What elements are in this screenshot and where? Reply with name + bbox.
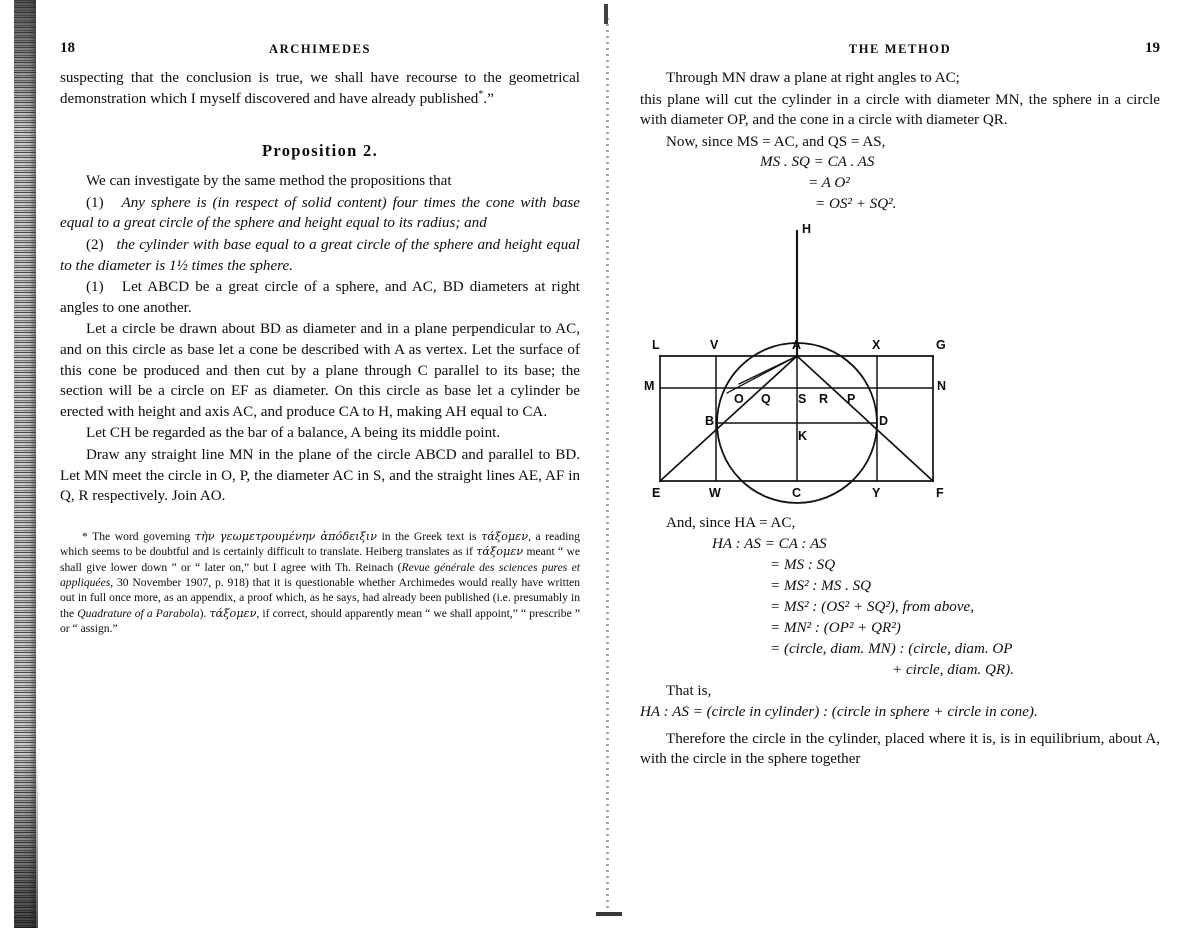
paragraph-now-since: Now, since MS = AC, and QS = AS, xyxy=(666,133,886,150)
figure-label-O: O xyxy=(734,392,744,407)
equation-line: = MS² : (OS² + SQ²), from above, xyxy=(770,598,974,615)
proof-item-1 xyxy=(60,277,580,318)
proposition-item-2 xyxy=(60,235,580,276)
footnote-text: * The word governing τὴν γεωμετρουμένην ἀπόδειξιν in the Greek text is τάξομεν, a reading which seems to be doubtful and is certainly difficult to translate. Heiberg translates as if τάξομεν meant “ we shall give lower down ” or “ later on,” but I agree with Th. Reinach (Revue générale des sciences pures et appliquées, 30 November 1907, p. 918) that it is questionable whether Archimedes would really have written out in full once more, as an appendix, a proof which, as he says, had already been published (i.e. presumably in the Quadrature of a Parabola). τάξομεν, if correct, should apparently mean “ we shall appoint,” “ prescribe ” or “ assign.” xyxy=(60,529,581,636)
figure-label-Q: Q xyxy=(761,392,771,407)
paragraph-cone-construction: Let a circle be drawn about BD as diameter and in a plane perpendicular to AC, and on this circle as base let a cone be described with A as vertex. Let the surface of this cone be produced and then cut by a plane through C parallel to its base; the section will be a circle on EF as diameter. On this circle as base let a cylinder be erected with height and axis AC, and produce CA to H, making AH equal to CA. xyxy=(60,321,580,420)
item-2-number: (2) xyxy=(86,236,104,253)
proposition-item-1 xyxy=(60,193,580,234)
equation-line: = MS² : MS . SQ xyxy=(770,577,872,594)
journal-title: Revue générale des sciences pures et appliquées xyxy=(60,560,580,589)
proof-1-number: (1) xyxy=(86,279,104,296)
segment-AE xyxy=(660,356,797,481)
scan-binding-shadow xyxy=(14,748,38,928)
paragraph-intro: We can investigate by the same method the propositions that xyxy=(86,173,452,190)
spacer xyxy=(60,109,580,141)
page-left xyxy=(60,0,580,928)
running-head-left xyxy=(60,42,580,68)
figure-label-E: E xyxy=(652,486,661,501)
greek-taxomen-2: τάξομεν xyxy=(476,545,524,559)
item-1-number: (1) xyxy=(86,194,104,211)
equation-line: = OS² + SQ². xyxy=(815,196,897,213)
equation-line: = MS : SQ xyxy=(770,556,836,573)
equation-line: = MN² : (OP² + QR²) xyxy=(770,619,901,636)
paragraph-draw-mn: Draw any straight line MN in the plane of the circle ABCD and parallel to BD. Let MN meet the circle in O, P, the diameter AC in S, and the straight lines AE, AF in Q, R respectively. Join AO. xyxy=(60,446,580,505)
footnote-block xyxy=(60,529,580,637)
work-title: Quadrature of a Parabola xyxy=(77,606,200,620)
equation-line: MS . SQ = CA . AS xyxy=(760,154,875,171)
figure-label-C: C xyxy=(792,486,802,501)
figure-label-L: L xyxy=(652,338,660,353)
equation-line: HA : AS = CA : AS xyxy=(712,535,827,552)
footnote-marker: * xyxy=(478,88,484,100)
running-head-right xyxy=(640,42,1160,68)
equation-line: + circle, diam. QR). xyxy=(892,661,1014,678)
figure-label-H: H xyxy=(802,222,812,237)
figure-label-F: F xyxy=(936,486,944,501)
equation-block-1 xyxy=(640,152,1160,215)
scan-gutter-line xyxy=(606,18,609,908)
figure-label-G: G xyxy=(936,338,946,353)
greek-taxomen-1: τάξομεν xyxy=(481,529,529,543)
figure-label-P: P xyxy=(847,392,856,407)
proof-1-text: Let ABCD be a great circle of a sphere, and AC, BD diameters at right angles to one another. xyxy=(60,279,580,316)
page-right xyxy=(640,0,1160,928)
equation-line: = A O² xyxy=(808,175,850,192)
figure-label-V: V xyxy=(710,338,719,353)
figure-label-S: S xyxy=(798,392,807,407)
paragraph-continued: suspecting that the conclusion is true, we shall have recourse to the geometrical demonstration which I myself discovered and have already published*.” xyxy=(60,70,580,107)
figure-label-M: M xyxy=(644,379,655,394)
paragraph-balance: Let CH be regarded as the bar of a balance, A being its middle point. xyxy=(86,425,501,442)
paragraph-and-since: And, since HA = AC, xyxy=(666,515,796,532)
geometry-figure xyxy=(640,221,1160,513)
paragraph-therefore: Therefore the circle in the cylinder, placed where it is, is in equilibrium, about A, with the circle in the sphere together xyxy=(640,730,1160,768)
equation-that-is xyxy=(640,702,1160,723)
figure-label-B: B xyxy=(705,414,715,429)
geometry-figure-svg xyxy=(640,221,1160,513)
proposition-heading: Proposition 2. xyxy=(262,141,378,161)
figure-label-D: D xyxy=(879,414,889,429)
figure-label-R: R xyxy=(819,392,829,407)
folio-right: 19 xyxy=(1145,40,1160,56)
figure-label-K: K xyxy=(798,429,808,444)
equation-line: = (circle, diam. MN) : (circle, diam. OP xyxy=(770,640,1013,657)
figure-label-X: X xyxy=(872,338,881,353)
item-1-text: Any sphere is (in respect of solid content) four times the cone with base equal to a great circle of the sphere and height equal to its radius; and xyxy=(60,194,580,232)
item-2-text: the cylinder with base equal to a great circle of the sphere and height equal to the diameter is 1½ times the sphere. xyxy=(60,236,580,274)
equation-line: HA : AS = (circle in cylinder) : (circle in sphere + circle in cone). xyxy=(640,703,1038,720)
figure-label-N: N xyxy=(937,379,947,394)
running-head-title-right: THE METHOD xyxy=(848,42,952,56)
greek-phrase: τὴν γεωμετρουμένην ἀπόδειξιν xyxy=(194,529,377,543)
figure-label-W: W xyxy=(709,486,721,501)
figure-label-Y: Y xyxy=(872,486,881,501)
equation-block-2 xyxy=(640,534,1160,681)
folio-left: 18 xyxy=(60,40,75,56)
segment-AF xyxy=(797,356,933,481)
greek-taxomen-3: τάξομεν xyxy=(209,606,257,620)
paragraph-through-mn: Through MN draw a plane at right angles to AC; xyxy=(666,70,960,86)
running-head-title-left: ARCHIMEDES xyxy=(268,42,372,56)
spacer xyxy=(60,161,580,171)
paragraph-plane-cuts: this plane will cut the cylinder in a circle with diameter MN, the sphere in a circle with diameter OP, and the cone in a circle with diameter QR. xyxy=(640,91,1160,129)
paragraph-that-is: That is, xyxy=(666,682,712,699)
scan-gutter-foot-mark xyxy=(596,912,622,916)
figure-label-A: A xyxy=(792,338,802,353)
